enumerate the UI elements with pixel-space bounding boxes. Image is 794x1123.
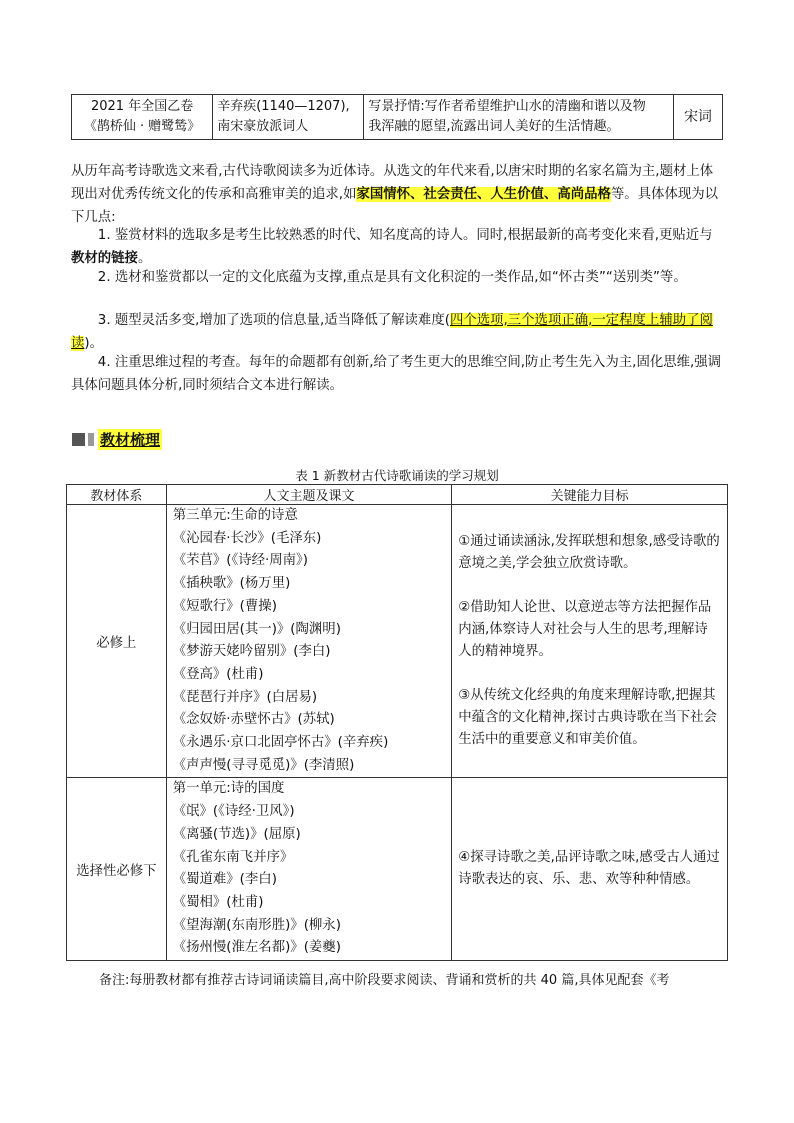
list-item: 《短歌行》(曹操) [172,598,277,614]
list-item: 《声声慢(寻寻觅觅)》(李清照) [172,757,355,773]
table-row [67,505,728,778]
header-theme: 人文主题及课文 [166,485,451,505]
highlight-values: 家国情怀、社会责任、人生价值、高尚品格 [356,187,611,202]
list-item: 《归园田居(其一)》(陶渊明) [172,621,341,637]
section-heading: 教材梳理 [72,428,162,450]
list-item: 《沁园春·长沙》(毛泽东) [172,530,322,546]
point-2: 2. 选材和鉴赏都以一定的文化底蕴为支撑,重点是具有文化积淀的一类作品,如“怀古类”“送别类”等。 [97,270,687,285]
list-item: 《离骚(节选)》(屈原) [172,826,301,842]
list-item: 第一单元:诗的国度 [172,781,285,797]
intro-paragraph: 从历年高考诗歌选文来看,古代诗歌阅读多为近体诗。从选文的年代来看,以唐宋时期的名家名篇为主,题材上体现出对优秀传统文化的传承和高雅审美的追求,如家国情怀、社会责任、人生价值、高尚品格等。具体体现为以下几点: [71,164,719,225]
lesson-list [166,778,451,961]
list-item: 《登高》(杜甫) [172,666,264,682]
list-item: 《蜀相》(杜甫) [172,894,264,910]
system-cell: 选择性必修下 [67,778,167,961]
goal-item: ④探寻诗歌之美,品评诗歌之味,感受古人通过诗歌表达的哀、乐、悲、欢等种种情感。 [458,850,720,888]
table-caption: 表 1 新教材古代诗歌诵读的学习规划 [295,468,499,483]
source-cell: 2021 年全国乙卷 《鹊桥仙 · 赠鹭鸶》 [72,95,213,140]
highlight-options: 四个选项,三个选项正确,一定程度上辅助了阅读 [71,313,713,351]
point-3: 3. 题型灵活多变,增加了选项的信息量,适当降低了解读难度(四个选项,三个选项正确,一定程度上辅助了阅读)。 [71,313,713,351]
point-1: 1. 鉴赏材料的选取多是考生比较熟悉的时代、知名度高的诗人。同时,根据最新的高考变化来看,更贴近与教材的链接。 [71,228,713,266]
table-row [72,95,723,140]
list-item: 《插秧歌》(杨万里) [172,576,291,592]
poem-info-table [71,94,723,140]
content-cell: 写景抒情:写作者希望维护山水的清幽和谐以及物 我浑融的愿望,流露出词人美好的生活情趣。 [364,95,673,140]
heading-square-icon [72,433,85,446]
goal-item: ①通过诵读涵泳,发挥联想和想象,感受诗歌的意境之美,学会独立欣赏诗歌。 [458,534,720,572]
table-header-row [67,485,728,505]
list-item: 《望海潮(东南形胜)》(柳永) [172,917,341,933]
goal-item: ②借助知人论世、以意逆志等方法把握作品内涵,体察诗人对社会与人生的思考,理解诗人的精神境界。 [458,600,712,660]
list-item: 《永遇乐·京口北固亭怀古》(辛弃疾) [172,735,389,751]
point-4: 4. 注重思维过程的考查。每年的命题都有创新,给了考生更大的思维空间,防止考生先入为主,固化思维,强调具体问题具体分析,同时须结合文本进行解读。 [71,355,722,393]
list-item: 《芣苢》(《诗经·周南》) [172,553,308,569]
system-cell: 必修上 [67,505,167,778]
footnote: 备注:每册教材都有推荐古诗词诵读篇目,高中阶段要求阅读、背诵和赏析的共 40 篇,具体见配套《考 [99,973,670,988]
goals-cell [452,778,728,961]
list-item: 《扬州慢(淮左名都)》(姜夔) [172,940,341,956]
header-goals: 关键能力目标 [452,485,728,505]
lesson-list [166,505,451,778]
table-row [67,778,728,961]
author-cell: 辛弃疾(1140—1207), 南宋豪放派词人 [213,95,364,140]
list-item: 第三单元:生命的诗意 [172,508,298,523]
list-item: 《琵琶行并序》(白居易) [172,689,318,705]
list-item: 《梦游天姥吟留别》(李白) [172,644,331,660]
study-plan-table [66,484,728,961]
list-item: 《蜀道难》(李白) [172,872,277,888]
list-item: 《念奴娇·赤壁怀古》(苏轼) [172,712,335,728]
list-item: 《氓》(《诗经·卫风》) [172,804,295,820]
heading-bar-icon [88,433,94,446]
goal-item: ③从传统文化经典的角度来理解诗歌,把握其中蕴含的文化精神,探讨古典诗歌在当下社会生活中的重要意义和审美价值。 [458,688,717,748]
list-item: 《孔雀东南飞并序》 [172,849,294,865]
header-system: 教材体系 [67,485,167,505]
genre-cell: 宋词 [673,95,722,140]
goals-cell [452,505,728,778]
